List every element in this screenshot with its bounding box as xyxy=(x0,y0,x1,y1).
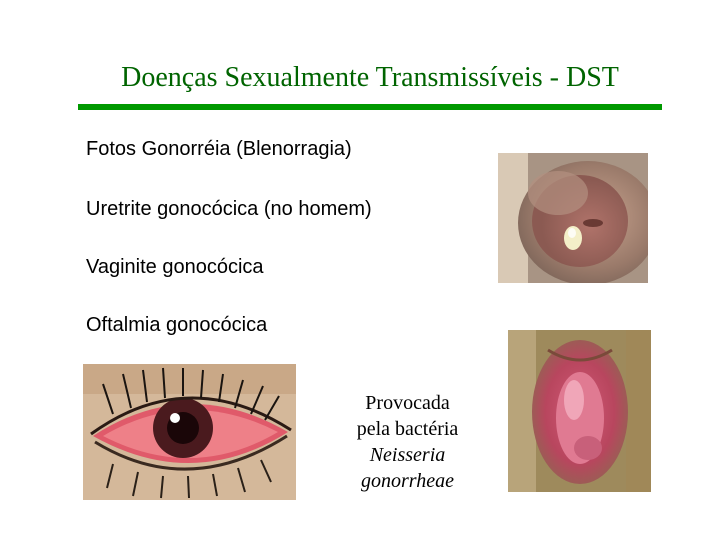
caption xyxy=(320,390,495,494)
caption-species: gonorrheae xyxy=(361,470,454,492)
caption-genus: Neisseria xyxy=(369,444,446,466)
bullet-gonorreia: Fotos Gonorréia (Blenorragia) xyxy=(86,138,352,160)
bullet-oftalmia: Oftalmia gonocócica xyxy=(86,314,268,336)
caption-line-2: pela bactéria xyxy=(356,418,459,440)
bullet-uretrite: Uretrite gonocócica (no homem) xyxy=(86,198,372,220)
title-underline xyxy=(78,104,662,110)
vaginite-photo xyxy=(508,330,651,492)
caption-line-1: Provocada xyxy=(365,392,450,414)
bullet-vaginite: Vaginite gonocócica xyxy=(86,256,264,278)
oftalmia-photo xyxy=(83,364,296,500)
uretrite-photo xyxy=(498,153,648,283)
slide-title: Doenças Sexualmente Transmissíveis - DST xyxy=(121,62,619,93)
